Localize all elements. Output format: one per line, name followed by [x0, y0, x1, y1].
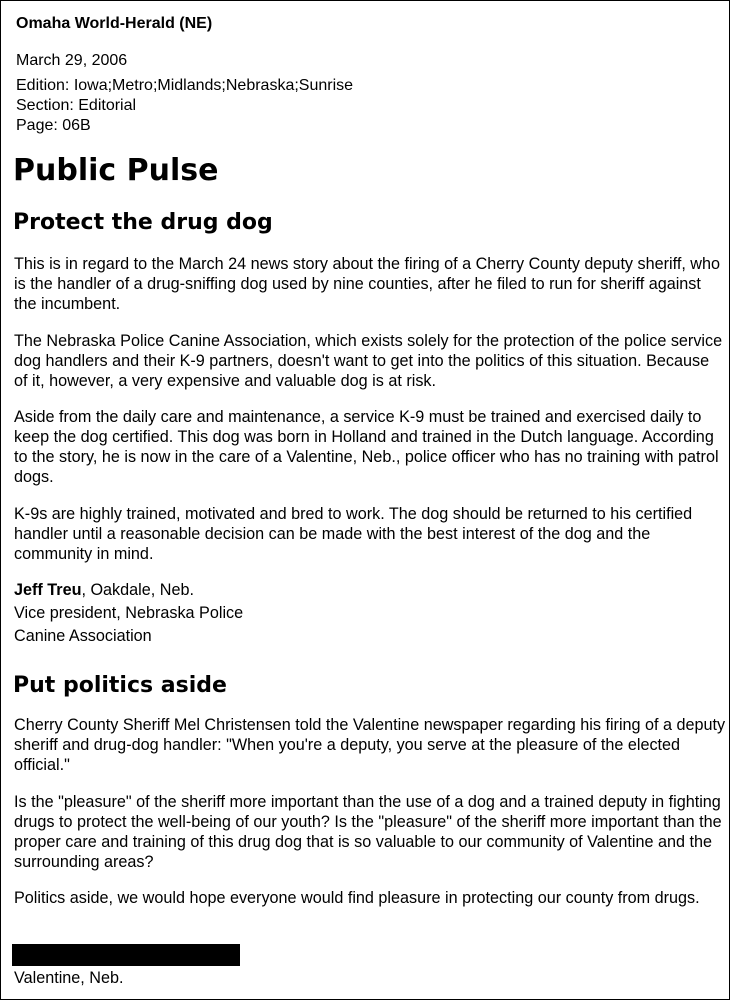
- signer-location: , Oakdale, Neb.: [81, 581, 194, 599]
- letter-paragraph: Cherry County Sheriff Mel Christensen told the Valentine newspaper regarding his firing of a deputy sheriff and drug-dog handler: "When you're a deputy, you serve at the pleasure of the elected official.": [14, 716, 726, 774]
- letter-paragraph: This is in regard to the March 24 news story about the firing of a Cherry County deputy sheriff, who is the handler of a drug-sniffing dog used by nine counties, after he filed to run for sheriff against the incumbent.: [14, 255, 721, 313]
- signer-name: Jeff Treu: [14, 581, 82, 599]
- letter-paragraph: K-9s are highly trained, motivated and bred to work. The dog should be returned to his certified handler until a reasonable decision can be made with the best interest of the dog and the community in mind.: [14, 505, 693, 563]
- letter-signature: [14, 579, 194, 602]
- edition-line: Edition: Iowa;Metro;Midlands;Nebraska;Sunrise: [16, 77, 354, 94]
- signer-title: Canine Association: [14, 627, 152, 645]
- page-title: Public Pulse: [13, 153, 219, 188]
- letter-paragraph: Is the "pleasure" of the sheriff more important than the use of a dog and a trained deputy in fighting drugs to protect the well-being of our youth? Is the "pleasure" of the sheriff more important than the proper care and training of this drug dog that is so valuable to our community of Valentine and the surrounding areas?: [14, 793, 722, 871]
- section-line: Section: Editorial: [16, 97, 137, 114]
- letter-heading: Protect the drug dog: [13, 210, 273, 235]
- letter-heading: Put politics aside: [13, 673, 227, 698]
- letter-paragraph: Politics aside, we would hope everyone would find pleasure in protecting our county from drugs.: [14, 889, 700, 907]
- publication-name: Omaha World-Herald (NE): [16, 15, 213, 32]
- publication-date: March 29, 2006: [16, 52, 128, 69]
- redacted-name-block: [12, 944, 240, 966]
- signer-location: Valentine, Neb.: [14, 969, 124, 987]
- letter-paragraph: The Nebraska Police Canine Association, which exists solely for the protection of the police service dog handlers and their K-9 partners, doesn't want to get into the politics of this situation. Because of it, however, a very expensive and valuable dog is at risk.: [14, 332, 723, 390]
- signer-title: Vice president, Nebraska Police: [14, 604, 244, 622]
- letter-paragraph: Aside from the daily care and maintenance, a service K-9 must be trained and exercised daily to keep the dog certified. This dog was born in Holland and trained in the Dutch language. According to the story, he is now in the care of a Valentine, Neb., police officer who has no training with patrol dogs.: [14, 408, 719, 486]
- page-line: Page: 06B: [16, 117, 91, 134]
